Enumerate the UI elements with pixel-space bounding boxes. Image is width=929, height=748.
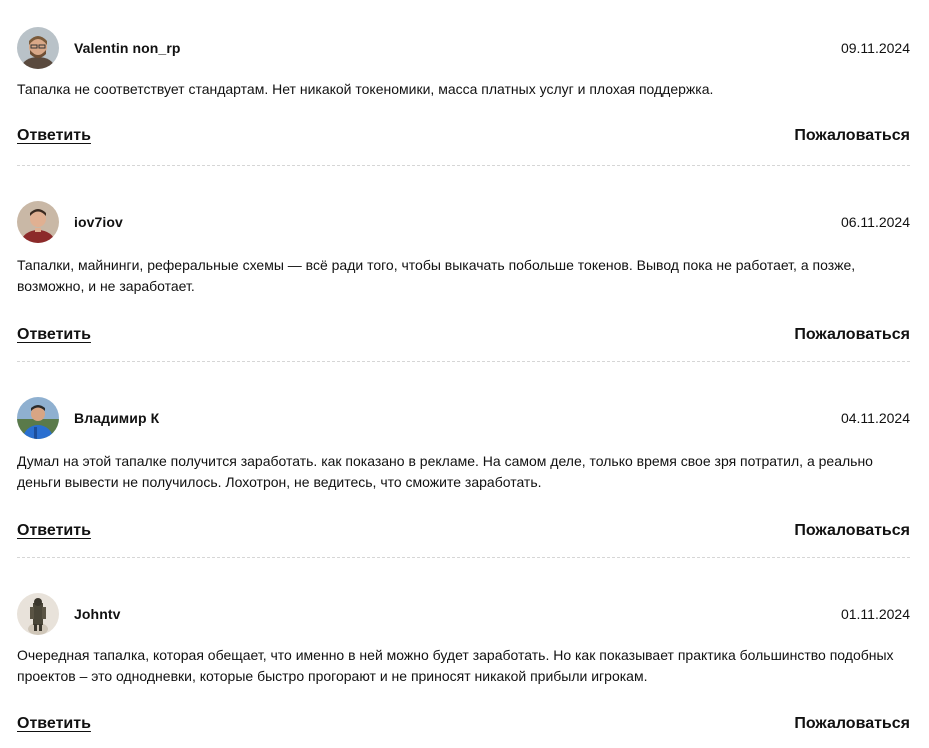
comment-item: [17, 593, 910, 739]
report-button[interactable]: Пожаловаться: [794, 522, 910, 539]
report-button[interactable]: Пожаловаться: [794, 127, 910, 144]
comment-text: Тапалка не соответствует стандартам. Нет никакой токеномики, масса платных услуг и плохая поддержка.: [17, 81, 714, 97]
divider: [17, 165, 910, 166]
comment-item: [17, 397, 910, 546]
comment-header: [17, 27, 910, 69]
comment-date: 01.11.2024: [840, 606, 910, 622]
report-button[interactable]: Пожаловаться: [794, 715, 910, 732]
comment-actions: [17, 326, 910, 350]
comment-author: iov7iov: [74, 214, 123, 230]
comment-header: [17, 397, 910, 439]
divider: [17, 361, 910, 362]
comment-actions: [17, 715, 910, 739]
comment-text: Тапалки, майнинги, реферальные схемы — всё ради того, чтобы выкачать побольше токенов. Вывод пока не работает, а позже, возможно, и не заработает.: [17, 257, 856, 294]
comment-author: Valentin non_rp: [74, 40, 181, 56]
divider: [17, 557, 910, 558]
report-button[interactable]: Пожаловаться: [794, 326, 910, 343]
reply-button[interactable]: Ответить: [17, 522, 91, 539]
comment-item: [17, 27, 910, 151]
comment-actions: [17, 127, 910, 151]
reply-button[interactable]: Ответить: [17, 326, 91, 343]
reply-button[interactable]: Ответить: [17, 715, 91, 732]
avatar[interactable]: [17, 593, 59, 635]
comment-text: Очередная тапалка, которая обещает, что именно в ней можно будет заработать. Но как показывает практика большинство подобных проектов – это однодневки, которые быстро прогорают и не приносят никакой прибыли игрокам.: [17, 647, 894, 684]
comment-header: [17, 593, 910, 635]
avatar[interactable]: [17, 27, 59, 69]
comment-text: Думал на этой тапалке получится заработать. как показано в рекламе. На самом деле, только время свое зря потратил, а реально деньги вывести не получилось. Лохотрон, не ведитесь, что сможите заработать.: [17, 453, 873, 490]
comment-date: 04.11.2024: [840, 410, 910, 426]
comment-author: Владимир К: [74, 410, 160, 426]
comment-date: 09.11.2024: [840, 40, 910, 56]
comment-author: Johntv: [74, 606, 121, 622]
reply-button[interactable]: Ответить: [17, 127, 91, 144]
avatar[interactable]: [17, 397, 59, 439]
comment-actions: [17, 522, 910, 546]
comment-item: [17, 201, 910, 350]
comment-date: 06.11.2024: [840, 214, 910, 230]
avatar[interactable]: [17, 201, 59, 243]
comment-header: [17, 201, 910, 243]
